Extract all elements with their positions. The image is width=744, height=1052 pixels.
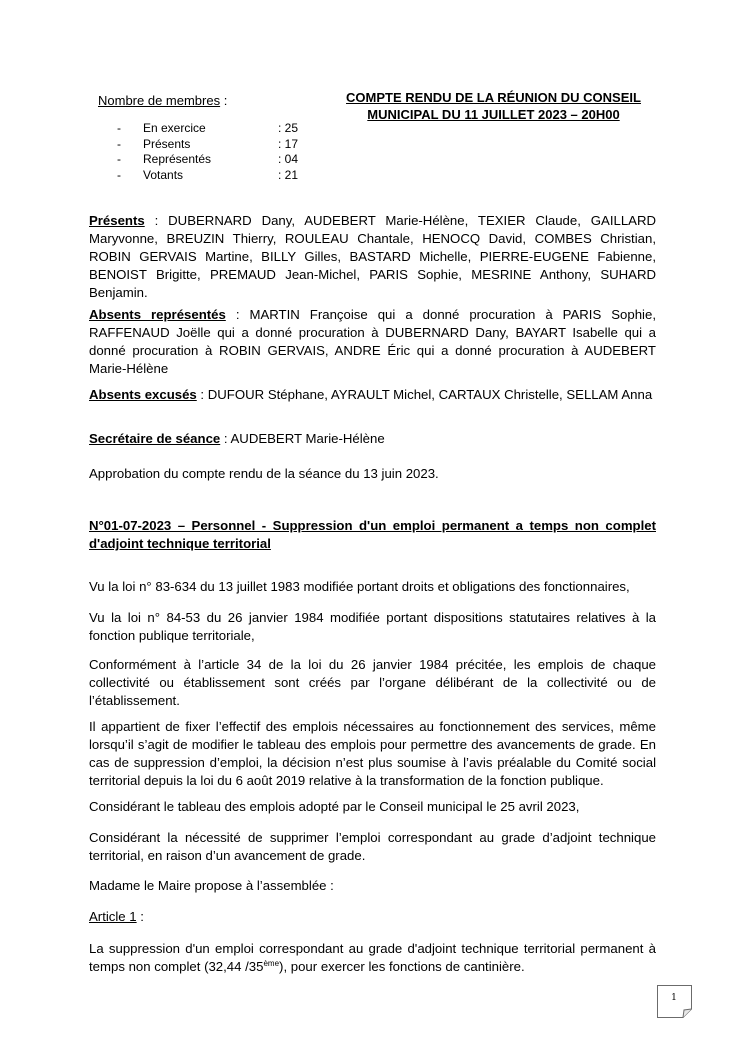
members-row-value: : 25 (278, 121, 299, 135)
p8-before: La suppression d'un emploi correspondant au grade d'adjoint technique territorial permanent à temps non complet (32,44 /35 (89, 941, 656, 974)
body-paragraph: Considérant la nécessité de supprimer l’emploi correspondant au grade d’adjoint technique territorial, en raison d’un avancement de grade. (89, 830, 656, 863)
members-row-label: En exercice (143, 121, 206, 135)
presents-paragraph (89, 212, 656, 302)
members-title-colon: : (220, 93, 228, 108)
bullet-dash: - (117, 121, 121, 135)
members-title (98, 93, 227, 108)
heading-line-1: COMPTE RENDU DE LA RÉUNION DU CONSEIL (346, 90, 641, 105)
absents-representes-text: : MARTIN Françoise qui a donné procuration à PARIS Sophie, RAFFENAUD Joëlle qui a donné procuration à DUBERNARD Dany, BAYART Isabelle qui a donné procuration à ROBIN GERVAIS, ANDRE Éric qui a donné procuration à AUDEBERT Marie-Hélène (89, 307, 656, 376)
page-number-box (657, 985, 692, 1018)
members-row-label: Présents (143, 137, 191, 151)
absents-representes-label: Absents représentés (89, 307, 226, 322)
body-paragraph: Il appartient de fixer l’effectif des emplois nécessaires au fonctionnement des services, même lorsqu’il s’agit de modifier le tableau des emplois pour permettre des avancements de grade. En cas de suppression d’emploi, la décision n’est plus soumise à l’avis préalable du Comité social territorial depuis la loi du 6 août 2019 relative à la transformation de la fonction publique. (89, 719, 656, 788)
approbation-paragraph: Approbation du compte rendu de la séance du 13 juin 2023. (89, 466, 439, 481)
article-heading (89, 908, 656, 926)
members-row-value: : 21 (278, 168, 299, 182)
body-paragraph: Conformément à l’article 34 de la loi du 26 janvier 1984 précitée, les emplois de chaque collectivité ou établissement sont créés par l’organe délibérant de la collectivité ou de l’établissement. (89, 657, 656, 708)
p8-sup: ème (263, 959, 280, 968)
p8-after: ), pour exercer les fonctions de cantinière. (279, 959, 525, 974)
members-row-value: : 17 (278, 137, 299, 151)
members-row-value: : 04 (278, 152, 299, 166)
absents-excuses-paragraph (89, 386, 656, 404)
body-paragraph: Considérant le tableau des emplois adopté par le Conseil municipal le 25 avril 2023, (89, 799, 580, 814)
document-heading (330, 89, 657, 123)
presents-label: Présents (89, 213, 145, 228)
article-label: Article 1 (89, 909, 137, 924)
body-paragraph: Vu la loi n° 84-53 du 26 janvier 1984 modifiée portant dispositions statutaires relatives à la fonction publique territoriale, (89, 610, 656, 643)
absents-excuses-label: Absents excusés (89, 387, 197, 402)
secretaire-paragraph (89, 430, 656, 448)
absents-representes-paragraph (89, 306, 656, 378)
page-number: 1 (671, 993, 677, 1003)
secretaire-text: : AUDEBERT Marie-Hélène (220, 431, 385, 446)
page-curl-icon (657, 985, 692, 1018)
secretaire-label: Secrétaire de séance (89, 431, 221, 446)
absents-excuses-text: : DUFOUR Stéphane, AYRAULT Michel, CARTAUX Christelle, SELLAM Anna (196, 387, 653, 402)
heading-line-2: MUNICIPAL DU 11 JUILLET 2023 – 20H00 (367, 107, 620, 122)
article-colon: : (136, 909, 144, 924)
bullet-dash: - (117, 152, 121, 166)
body-paragraph: Madame le Maire propose à l’assemblée : (89, 878, 334, 893)
members-row-label: Représentés (143, 152, 212, 166)
bullet-dash: - (117, 137, 121, 151)
presents-text: : DUBERNARD Dany, AUDEBERT Marie-Hélène, TEXIER Claude, GAILLARD Maryvonne, BREUZIN Thierry, ROULEAU Chantale, HENOCQ David, COMBES Christian, ROBIN GERVAIS Martine, BILLY Gilles, BASTARD Michelle, PIERRE-EUGENE Fabienne, BENOIST Brigitte, PREMAUD Jean-Michel, PARIS Sophie, MESRINE Anthony, SUHARD Benjamin. (89, 213, 656, 300)
section-title: N°01-07-2023 – Personnel - Suppression d'un emploi permanent a temps non complet d'adjoint technique territorial (89, 518, 656, 551)
bullet-dash: - (117, 168, 121, 182)
members-row-label: Votants (143, 168, 184, 182)
body-paragraph: Vu la loi n° 83-634 du 13 juillet 1983 modifiée portant droits et obligations des fonctionnaires, (89, 579, 630, 594)
body-paragraph (89, 940, 656, 976)
members-title-label: Nombre de membres (98, 93, 221, 108)
